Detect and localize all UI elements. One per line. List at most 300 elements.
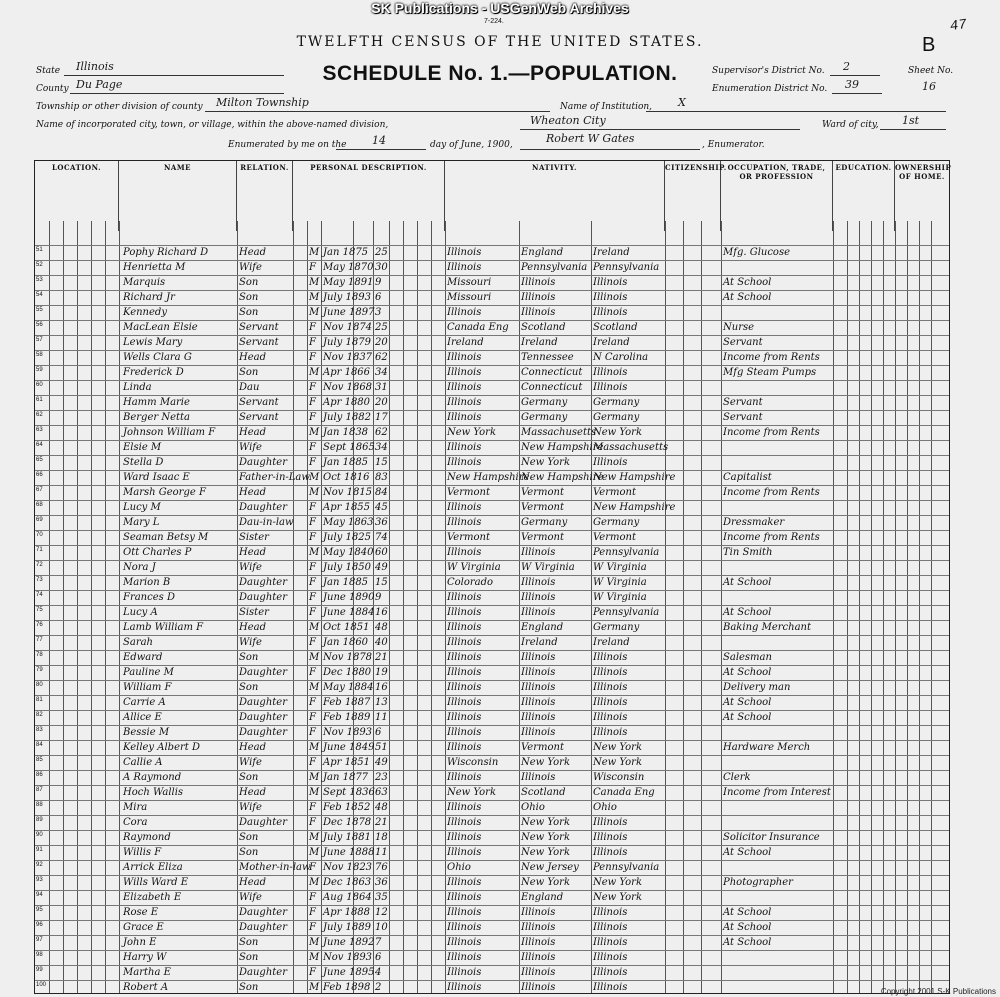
sex-cell: F: [309, 802, 316, 813]
name-cell: Pophy Richard D: [123, 247, 209, 258]
relation-cell: Daughter: [239, 577, 287, 588]
occupation-cell: Income from Rents: [723, 427, 820, 438]
birthplace-cell: Illinois: [447, 547, 482, 558]
sex-cell: F: [309, 817, 316, 828]
row-rule: [35, 650, 949, 651]
mother-birthplace-cell: Illinois: [593, 667, 628, 678]
father-birthplace-cell: Vermont: [521, 502, 564, 513]
row-rule: [35, 665, 949, 666]
birth-date-cell: May 1891: [323, 277, 374, 288]
relation-cell: Head: [239, 547, 267, 558]
name-cell: Lewis Mary: [123, 337, 183, 348]
col-relation: RELATION.: [237, 161, 293, 231]
row-rule: [35, 860, 949, 861]
father-birthplace-cell: Germany: [521, 397, 568, 408]
row-rule: [35, 470, 949, 471]
name-cell: Arrick Eliza: [123, 862, 183, 873]
relation-cell: Head: [239, 742, 267, 753]
birthplace-cell: Illinois: [447, 907, 482, 918]
name-cell: Ott Charles P: [123, 547, 192, 558]
row-rule: [35, 575, 949, 576]
column-rule: [403, 221, 404, 993]
row-number: 72: [36, 562, 43, 568]
birth-date-cell: Nov 1878: [323, 652, 373, 663]
birthplace-cell: Illinois: [447, 742, 482, 753]
name-cell: Marsh George F: [123, 487, 206, 498]
mother-birthplace-cell: Pennsylvania: [593, 262, 660, 273]
age-cell: 34: [375, 367, 388, 378]
relation-cell: Son: [239, 832, 259, 843]
age-cell: 9: [375, 277, 382, 288]
age-cell: 16: [375, 607, 388, 618]
birthplace-cell: Illinois: [447, 922, 482, 933]
column-rule: [389, 221, 390, 993]
supervisor-value: 2: [843, 60, 850, 73]
row-rule: [35, 440, 949, 441]
name-cell: Grace E: [123, 922, 164, 933]
mother-birthplace-cell: Illinois: [593, 727, 628, 738]
relation-cell: Wife: [239, 562, 262, 573]
relation-cell: Father-in-Law: [239, 472, 310, 483]
age-cell: 51: [375, 742, 388, 753]
row-number: 66: [36, 472, 43, 478]
birthplace-cell: Illinois: [447, 802, 482, 813]
name-cell: Kelley Albert D: [123, 742, 200, 753]
row-rule: [35, 320, 949, 321]
age-cell: 19: [375, 667, 388, 678]
birthplace-cell: New York: [447, 427, 496, 438]
row-rule: [35, 530, 949, 531]
mother-birthplace-cell: Ireland: [593, 337, 630, 348]
sex-cell: F: [309, 712, 316, 723]
birth-date-cell: June 1888: [323, 847, 375, 858]
father-birthplace-cell: Illinois: [521, 607, 556, 618]
age-cell: 49: [375, 757, 388, 768]
father-birthplace-cell: New Hampshire: [521, 442, 604, 453]
sex-cell: F: [309, 262, 316, 273]
column-rule: [591, 221, 592, 993]
father-birthplace-cell: Illinois: [521, 307, 556, 318]
occupation-cell: Photographer: [723, 877, 793, 888]
relation-cell: Son: [239, 982, 259, 993]
father-birthplace-cell: Scotland: [521, 322, 566, 333]
row-rule: [35, 485, 949, 486]
father-birthplace-cell: Illinois: [521, 682, 556, 693]
father-birthplace-cell: Illinois: [521, 727, 556, 738]
age-cell: 20: [375, 337, 388, 348]
birth-date-cell: Apr 1851: [323, 757, 371, 768]
sex-cell: M: [309, 292, 320, 303]
father-birthplace-cell: Tennessee: [521, 352, 574, 363]
birthplace-cell: Illinois: [447, 937, 482, 948]
sex-cell: F: [309, 967, 316, 978]
father-birthplace-cell: Illinois: [521, 907, 556, 918]
column-rule: [701, 221, 702, 993]
sex-cell: F: [309, 412, 316, 423]
row-number: 79: [36, 667, 43, 673]
birthplace-cell: Colorado: [447, 577, 494, 588]
relation-cell: Son: [239, 307, 259, 318]
birth-date-cell: Sept 1836: [323, 787, 375, 798]
mother-birthplace-cell: Pennsylvania: [593, 607, 660, 618]
sex-cell: M: [309, 742, 320, 753]
mother-birthplace-cell: Illinois: [593, 982, 628, 993]
relation-cell: Daughter: [239, 502, 287, 513]
father-birthplace-cell: Illinois: [521, 652, 556, 663]
relation-cell: Son: [239, 367, 259, 378]
birthplace-cell: Illinois: [447, 592, 482, 603]
mother-birthplace-cell: Pennsylvania: [593, 862, 660, 873]
relation-cell: Head: [239, 247, 267, 258]
relation-cell: Wife: [239, 757, 262, 768]
mother-birthplace-cell: Germany: [593, 412, 640, 423]
birth-date-cell: Oct 1851: [323, 622, 370, 633]
birth-date-cell: Jan 1885: [323, 457, 369, 468]
sex-cell: M: [309, 652, 320, 663]
column-rule: [907, 221, 908, 993]
birthplace-cell: Illinois: [447, 382, 482, 393]
mother-birthplace-cell: Illinois: [593, 817, 628, 828]
form-number: 7-224.: [484, 18, 504, 25]
column-rule: [293, 221, 294, 993]
row-number: 75: [36, 607, 43, 613]
father-birthplace-cell: Vermont: [521, 742, 564, 753]
day-of-label: day of June, 1900,: [430, 140, 513, 150]
row-rule: [35, 620, 949, 621]
age-cell: 83: [375, 472, 388, 483]
column-rule: [431, 221, 432, 993]
age-cell: 74: [375, 532, 388, 543]
row-number: 96: [36, 922, 43, 928]
sheet-corner-number: 47: [948, 16, 968, 36]
row-rule: [35, 455, 949, 456]
birthplace-cell: Missouri: [447, 292, 492, 303]
occupation-cell: At School: [723, 907, 772, 918]
relation-cell: Servant: [239, 337, 279, 348]
copyright-notice: Copyright 2001 S-K Publications: [880, 987, 996, 996]
sex-cell: M: [309, 277, 320, 288]
occupation-cell: At School: [723, 712, 772, 723]
occupation-cell: Mfg Steam Pumps: [723, 367, 817, 378]
sex-cell: F: [309, 727, 316, 738]
name-cell: John E: [123, 937, 157, 948]
occupation-cell: Dressmaker: [723, 517, 785, 528]
name-cell: Allice E: [123, 712, 162, 723]
enumerator-name: Robert W Gates: [546, 132, 635, 145]
mother-birthplace-cell: Ohio: [593, 802, 617, 813]
relation-cell: Head: [239, 352, 267, 363]
city-value: Wheaton City: [530, 114, 606, 127]
column-rule: [931, 221, 932, 993]
mother-birthplace-cell: Germany: [593, 397, 640, 408]
mother-birthplace-cell: New York: [593, 877, 642, 888]
relation-cell: Dau-in-law: [239, 517, 294, 528]
row-rule: [35, 425, 949, 426]
row-number: 98: [36, 952, 43, 958]
mother-birthplace-cell: W Virginia: [593, 592, 647, 603]
relation-cell: Daughter: [239, 667, 287, 678]
age-cell: 36: [375, 517, 388, 528]
name-cell: Callie A: [123, 757, 163, 768]
birth-date-cell: Feb 1852: [323, 802, 371, 813]
father-birthplace-cell: Illinois: [521, 922, 556, 933]
row-rule: [35, 815, 949, 816]
relation-cell: Son: [239, 772, 259, 783]
row-number: 95: [36, 907, 43, 913]
father-birthplace-cell: New York: [521, 832, 570, 843]
birthplace-cell: Illinois: [447, 952, 482, 963]
occupation-cell: Clerk: [723, 772, 751, 783]
birthplace-cell: Illinois: [447, 727, 482, 738]
occupation-cell: Baking Merchant: [723, 622, 811, 633]
father-birthplace-cell: Illinois: [521, 982, 556, 993]
mother-birthplace-cell: Illinois: [593, 847, 628, 858]
column-rule: [321, 221, 322, 993]
birth-date-cell: July 1893: [323, 292, 371, 303]
mother-birthplace-cell: Scotland: [593, 322, 638, 333]
row-rule: [35, 740, 949, 741]
mother-birthplace-cell: Vermont: [593, 532, 636, 543]
township-label: Township or other division of county: [36, 102, 203, 112]
father-birthplace-cell: New York: [521, 847, 570, 858]
row-number: 62: [36, 412, 43, 418]
column-rule: [105, 221, 106, 993]
mother-birthplace-cell: Illinois: [593, 922, 628, 933]
name-cell: Berger Netta: [123, 412, 190, 423]
row-number: 54: [36, 292, 43, 298]
birth-date-cell: June 1895: [323, 967, 375, 978]
name-cell: Wills Ward E: [123, 877, 189, 888]
row-rule: [35, 410, 949, 411]
row-number: 55: [36, 307, 43, 313]
sex-cell: F: [309, 457, 316, 468]
age-cell: 10: [375, 922, 388, 933]
mother-birthplace-cell: Ireland: [593, 637, 630, 648]
age-cell: 2: [375, 982, 382, 993]
row-number: 64: [36, 442, 43, 448]
sex-cell: M: [309, 682, 320, 693]
sex-cell: F: [309, 637, 316, 648]
birth-date-cell: June 1884: [323, 607, 375, 618]
mother-birthplace-cell: Germany: [593, 517, 640, 528]
occupation-cell: At School: [723, 937, 772, 948]
father-birthplace-cell: Connecticut: [521, 367, 583, 378]
name-cell: Wells Clara G: [123, 352, 192, 363]
relation-cell: Wife: [239, 442, 262, 453]
relation-cell: Daughter: [239, 727, 287, 738]
column-rule: [859, 221, 860, 993]
name-cell: Lucy A: [123, 607, 158, 618]
sheet-value: 16: [922, 80, 936, 93]
row-number: 87: [36, 787, 43, 793]
sex-cell: F: [309, 397, 316, 408]
mother-birthplace-cell: W Virginia: [593, 562, 647, 573]
age-cell: 36: [375, 877, 388, 888]
sex-cell: F: [309, 532, 316, 543]
birth-date-cell: Apr 1888: [323, 907, 371, 918]
age-cell: 76: [375, 862, 388, 873]
sex-cell: M: [309, 847, 320, 858]
mother-birthplace-cell: New Hampshire: [593, 472, 676, 483]
sex-cell: F: [309, 352, 316, 363]
age-cell: 60: [375, 547, 388, 558]
relation-cell: Head: [239, 487, 267, 498]
row-number: 82: [36, 712, 43, 718]
name-cell: Elsie M: [123, 442, 162, 453]
name-cell: Lucy M: [123, 502, 161, 513]
father-birthplace-cell: New Hampshire: [521, 472, 604, 483]
row-number: 94: [36, 892, 43, 898]
name-cell: Frances D: [123, 592, 175, 603]
row-rule: [35, 275, 949, 276]
father-birthplace-cell: Illinois: [521, 967, 556, 978]
sex-cell: F: [309, 697, 316, 708]
row-rule: [35, 800, 949, 801]
age-cell: 17: [375, 412, 388, 423]
relation-cell: Mother-in-law: [239, 862, 311, 873]
row-rule: [35, 845, 949, 846]
census-title: TWELFTH CENSUS OF THE UNITED STATES.: [296, 34, 704, 50]
row-rule: [35, 950, 949, 951]
relation-cell: Servant: [239, 412, 279, 423]
occupation-cell: At School: [723, 697, 772, 708]
birthplace-cell: Illinois: [447, 397, 482, 408]
row-number: 51: [36, 247, 43, 253]
mother-birthplace-cell: Canada Eng: [593, 787, 655, 798]
relation-cell: Dau: [239, 382, 260, 393]
occupation-cell: Income from Rents: [723, 532, 820, 543]
occupation-cell: Servant: [723, 337, 763, 348]
row-number: 83: [36, 727, 43, 733]
birthplace-cell: Illinois: [447, 442, 482, 453]
name-cell: Ward Isaac E: [123, 472, 190, 483]
sex-cell: M: [309, 832, 320, 843]
birthplace-cell: Illinois: [447, 502, 482, 513]
name-cell: Raymond: [123, 832, 171, 843]
age-cell: 35: [375, 892, 388, 903]
birthplace-cell: New Hampshire: [447, 472, 530, 483]
father-birthplace-cell: Illinois: [521, 592, 556, 603]
row-number: 80: [36, 682, 43, 688]
birth-date-cell: Jan 1860: [323, 637, 369, 648]
column-rule: [91, 221, 92, 993]
institution-value: X: [678, 96, 686, 109]
sex-cell: F: [309, 922, 316, 933]
row-number: 89: [36, 817, 43, 823]
mother-birthplace-cell: Illinois: [593, 457, 628, 468]
mother-birthplace-cell: Illinois: [593, 832, 628, 843]
name-cell: Bessie M: [123, 727, 170, 738]
name-cell: Marion B: [123, 577, 171, 588]
row-number: 61: [36, 397, 43, 403]
father-birthplace-cell: Ohio: [521, 802, 545, 813]
sex-cell: F: [309, 442, 316, 453]
relation-cell: Son: [239, 847, 259, 858]
age-cell: 7: [375, 937, 382, 948]
sex-cell: M: [309, 772, 320, 783]
col-nativity: NATIVITY.: [445, 161, 665, 231]
mother-birthplace-cell: W Virginia: [593, 577, 647, 588]
publisher-banner: SK Publications - USGenWeb Archives: [371, 0, 629, 16]
row-rule: [35, 365, 949, 366]
birth-date-cell: Dec 1880: [323, 667, 372, 678]
relation-cell: Wife: [239, 637, 262, 648]
sex-cell: M: [309, 982, 320, 993]
sex-cell: F: [309, 757, 316, 768]
row-rule: [35, 260, 949, 261]
sex-cell: M: [309, 472, 320, 483]
birthplace-cell: Wisconsin: [447, 757, 499, 768]
birthplace-cell: Illinois: [447, 457, 482, 468]
birth-date-cell: July 1850: [323, 562, 371, 573]
birthplace-cell: Missouri: [447, 277, 492, 288]
birth-date-cell: Nov 1874: [323, 322, 373, 333]
sex-cell: F: [309, 577, 316, 588]
father-birthplace-cell: Vermont: [521, 487, 564, 498]
sheet-label: Sheet No.: [908, 66, 954, 76]
row-number: 90: [36, 832, 43, 838]
mother-birthplace-cell: Vermont: [593, 487, 636, 498]
age-cell: 84: [375, 487, 388, 498]
birth-date-cell: July 1889: [323, 922, 371, 933]
column-rule: [833, 221, 834, 993]
name-cell: Nora J: [123, 562, 156, 573]
birth-date-cell: June 1892: [323, 937, 375, 948]
row-number: 65: [36, 457, 43, 463]
mother-birthplace-cell: Illinois: [593, 937, 628, 948]
sex-cell: F: [309, 517, 316, 528]
row-rule: [35, 500, 949, 501]
name-cell: Linda: [123, 382, 152, 393]
name-cell: Frederick D: [123, 367, 184, 378]
birth-date-cell: Dec 1863: [323, 877, 372, 888]
column-rule: [237, 221, 238, 993]
age-cell: 12: [375, 907, 388, 918]
name-cell: Stella D: [123, 457, 164, 468]
birthplace-cell: Illinois: [447, 967, 482, 978]
age-cell: 21: [375, 652, 388, 663]
age-cell: 6: [375, 292, 382, 303]
birth-date-cell: Oct 1816: [323, 472, 370, 483]
row-rule: [35, 920, 949, 921]
father-birthplace-cell: Massachusetts: [521, 427, 597, 438]
relation-cell: Wife: [239, 802, 262, 813]
row-number: 97: [36, 937, 43, 943]
birthplace-cell: Ireland: [447, 337, 484, 348]
relation-cell: Daughter: [239, 922, 287, 933]
relation-cell: Daughter: [239, 817, 287, 828]
age-cell: 20: [375, 397, 388, 408]
age-cell: 23: [375, 772, 388, 783]
occupation-cell: At School: [723, 277, 772, 288]
age-cell: 48: [375, 802, 388, 813]
name-cell: Pauline M: [123, 667, 174, 678]
name-cell: Mary L: [123, 517, 160, 528]
name-cell: Robert A: [123, 982, 169, 993]
sex-cell: M: [309, 307, 320, 318]
row-number: 56: [36, 322, 43, 328]
row-rule: [35, 695, 949, 696]
father-birthplace-cell: Illinois: [521, 712, 556, 723]
father-birthplace-cell: Illinois: [521, 277, 556, 288]
birth-date-cell: July 1825: [323, 532, 371, 543]
row-rule: [35, 635, 949, 636]
sex-cell: F: [309, 322, 316, 333]
birthplace-cell: Illinois: [447, 772, 482, 783]
row-rule: [35, 680, 949, 681]
sex-cell: M: [309, 427, 320, 438]
father-birthplace-cell: Germany: [521, 517, 568, 528]
